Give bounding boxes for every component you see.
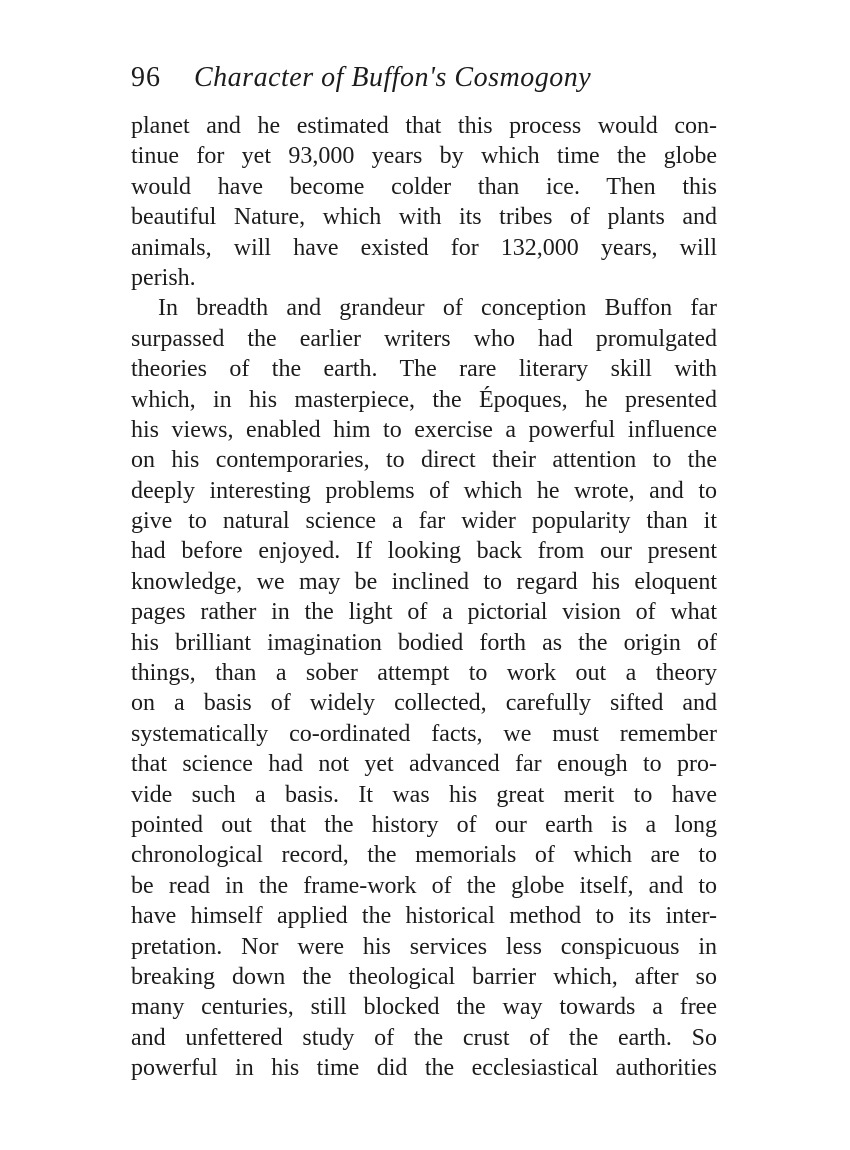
text-line: give to natural science a far wider popularity than it bbox=[131, 508, 717, 535]
text-line: tinue for yet 93,000 years by which time the globe bbox=[131, 143, 717, 170]
text-line: In breadth and grandeur of conception Buffon far bbox=[158, 295, 717, 322]
text-line: planet and he estimated that this process would con- bbox=[131, 113, 717, 139]
text-line: beautiful Nature, which with its tribes of plants and bbox=[131, 204, 717, 231]
text-line: knowledge, we may be inclined to regard his eloquent bbox=[131, 568, 717, 595]
text-line: on his contemporaries, to direct their attention to the bbox=[131, 447, 717, 474]
text-line: pointed out that the history of our earth is a long bbox=[131, 811, 717, 838]
text-line: animals, will have existed for 132,000 years, will bbox=[131, 234, 717, 261]
text-line: many centuries, still blocked the way towards a free bbox=[131, 994, 717, 1021]
text-line: would have become colder than ice. Then this bbox=[131, 173, 717, 200]
text-line: theories of the earth. The rare literary skill with bbox=[131, 356, 717, 383]
text-line: be read in the frame-work of the globe itself, and to bbox=[131, 872, 717, 899]
running-head bbox=[131, 58, 731, 98]
text-line: and unfettered study of the crust of the earth. So bbox=[131, 1024, 717, 1051]
text-line: on a basis of widely collected, carefully sifted and bbox=[131, 690, 717, 717]
text-line: which, in his masterpiece, the Époques, he presented bbox=[131, 386, 717, 413]
text-line: deeply interesting problems of which he wrote, and to bbox=[131, 477, 717, 504]
text-line: perish. bbox=[131, 264, 196, 291]
text-line: systematically co-ordinated facts, we must remember bbox=[131, 720, 717, 747]
text-line: his views, enabled him to exercise a powerful influence bbox=[131, 416, 717, 443]
text-line: powerful in his time did the ecclesiastical authorities bbox=[131, 1055, 717, 1082]
text-line: his brilliant imagination bodied forth as the origin of bbox=[131, 629, 717, 656]
text-line: chronological record, the memorials of which are to bbox=[131, 842, 717, 869]
running-title: Character of Buffon's Cosmogony bbox=[194, 62, 592, 93]
text-line: had before enjoyed. If looking back from our present bbox=[131, 538, 717, 565]
text-line: breaking down the theological barrier which, after so bbox=[131, 963, 717, 990]
text-line: surpassed the earlier writers who had promulgated bbox=[131, 325, 717, 352]
text-line: pages rather in the light of a pictorial vision of what bbox=[131, 599, 717, 626]
text-line: vide such a basis. It was his great merit to have bbox=[131, 781, 717, 808]
text-line: pretation. Nor were his services less conspicuous in bbox=[131, 933, 717, 960]
text-line: that science had not yet advanced far enough to pro- bbox=[131, 751, 717, 778]
text-line: things, than a sober attempt to work out a theory bbox=[131, 660, 717, 687]
text-line: have himself applied the historical method to its inter- bbox=[131, 903, 717, 930]
page-number: 96 bbox=[131, 62, 161, 93]
body-text bbox=[131, 111, 717, 1084]
